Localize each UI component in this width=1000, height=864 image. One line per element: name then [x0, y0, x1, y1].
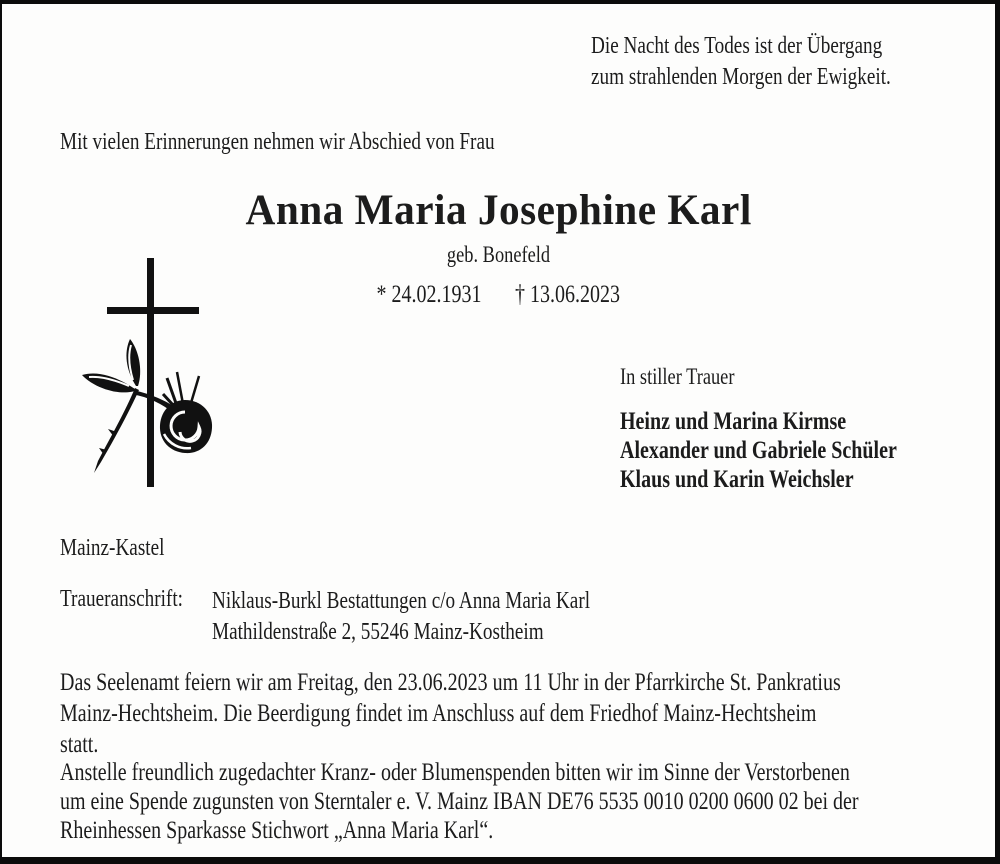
death-date: † 13.06.2023 — [515, 281, 621, 308]
service-line-3: statt. — [60, 731, 99, 758]
deceased-name: Anna Maria Josephine Karl — [245, 187, 752, 234]
donations-line-3: Rheinhessen Sparkasse Stichwort „Anna Maria Karl“. — [60, 817, 494, 844]
intro-line: Mit vielen Erinnerungen nehmen wir Abschied von Frau — [60, 129, 495, 155]
service-paragraph — [60, 667, 1000, 760]
service-line-2: Mainz-Hechtsheim. Die Beerdigung findet im Anschluss auf dem Friedhof Mainz-Hechtsheim — [60, 700, 817, 727]
donations-line-1: Anstelle freundlich zugedachter Kranz- oder Blumenspenden bitten wir im Sinne der Verstorbenen — [60, 759, 850, 786]
condolence-address-line-1: Niklaus-Burkl Bestattungen c/o Anna Maria Karl — [212, 588, 591, 614]
mourner-name: Heinz und Marina Kirmse — [620, 408, 847, 435]
condolence-address — [212, 586, 685, 648]
condolence-address-line-2: Mathildenstraße 2, 55246 Mainz-Kostheim — [212, 619, 544, 645]
epigraph-line-1: Die Nacht des Todes ist der Übergang — [591, 33, 883, 59]
mourner-name: Klaus und Karin Weichsler — [620, 466, 854, 493]
mourners-section — [620, 364, 966, 494]
epigraph-verse — [591, 31, 966, 93]
service-line-1: Das Seelenamt feiern wir am Freitag, den 23.06.2023 um 11 Uhr in der Pfarrkirche St. Pankratius — [60, 669, 841, 696]
birth-date: * 24.02.1931 — [376, 281, 482, 308]
place-line: Mainz-Kastel — [60, 535, 165, 561]
maiden-name: geb. Bonefeld — [446, 242, 551, 267]
mourner-name: Alexander und Gabriele Schüler — [620, 437, 897, 464]
donations-line-2: um eine Spende zugunsten von Sterntaler e. V. Mainz IBAN DE76 5535 0010 0200 0600 02 bei der — [60, 788, 859, 815]
condolence-address-label: Traueranschrift: — [60, 586, 183, 612]
mourners-heading: In stiller Trauer — [620, 364, 735, 389]
cross-rose-icon — [77, 254, 222, 494]
epigraph-line-2: zum strahlenden Morgen der Ewigkeit. — [591, 64, 891, 90]
donations-paragraph — [60, 758, 1000, 845]
